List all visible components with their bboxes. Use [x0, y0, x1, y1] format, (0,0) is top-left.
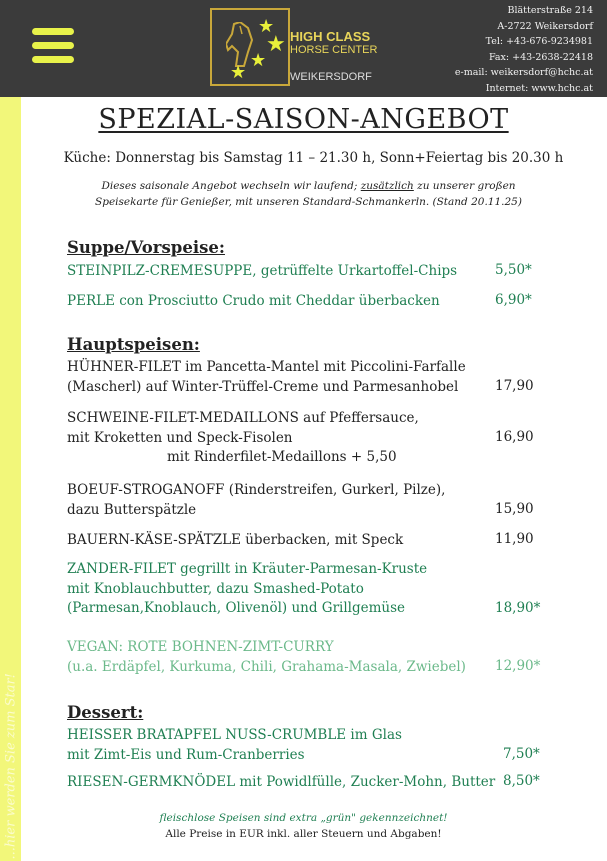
menu-item-germknoedel: RIESEN-GERMKNÖDEL mit Powidlfülle, Zucker-Mohn, Butter — [67, 774, 496, 790]
note-text-underlined: zusätzlich — [360, 180, 414, 192]
menu-item-zander-line1: ZANDER-FILET gegrillt in Kräuter-Parmesan-Kruste — [67, 561, 428, 577]
menu-item-schweine-line2: mit Kroketten und Speck-Fisolen — [67, 429, 293, 446]
menu-item-bratapfel-line1: HEISSER BRATAPFEL NUSS-CRUMBLE im Glas — [67, 727, 402, 743]
star-icon: ★ — [266, 32, 286, 57]
contact-block — [455, 3, 593, 96]
price-schweine: 16,90 — [495, 429, 534, 445]
brand-name-line1: HIGH CLASS — [290, 29, 371, 44]
note-text-start: Dieses saisonale Angebot wechseln wir laufend; — [101, 180, 358, 192]
menu-item-bratapfel — [67, 726, 402, 765]
hamburger-menu-icon[interactable] — [32, 28, 74, 74]
price-germknoedel: 8,50* — [503, 773, 540, 789]
menu-item-zander — [67, 560, 427, 619]
menu-item-bratapfel-line2: mit Zimt-Eis und Rum-Cranberries — [67, 746, 305, 763]
menu-item-perle: PERLE con Prosciutto Crudo mit Cheddar überbacken — [67, 293, 440, 309]
star-icon: ★ — [250, 50, 267, 71]
star-icon: ★ — [258, 16, 275, 37]
price-zander: 18,90* — [495, 600, 541, 616]
footer-price-note: Alle Preise in EUR inkl. aller Steuern und Abgaben! — [165, 828, 442, 840]
menu-item-kaese: BAUERN-KÄSE-SPÄTZLE überbacken, mit Speck — [67, 532, 404, 548]
horse-center-logo — [210, 8, 290, 86]
menu-item-vegan-line1: VEGAN: ROTE BOHNEN-ZIMT-CURRY — [67, 639, 334, 655]
price-huehner: 17,90 — [495, 378, 534, 394]
seasonal-note — [40, 178, 577, 210]
price-steinpilz: 5,50* — [495, 262, 532, 278]
menu-item-vegan-line2: (u.a. Erdäpfel, Kurkuma, Chili, Grahama-Masala, Zwiebel) — [67, 658, 466, 675]
menu-item-huehner — [67, 358, 466, 397]
section-heading-soup: Suppe/Vorspeise: — [67, 238, 225, 257]
menu-item-schweine — [67, 409, 419, 468]
menu-item-zander-line2: mit Knoblauchbutter, dazu Smashed-Potato — [67, 580, 364, 597]
contact-city: A-2722 Weikersdorf — [497, 20, 593, 32]
section-heading-main: Hauptspeisen: — [67, 335, 200, 354]
kitchen-hours: Küche: Donnerstag bis Samstag 11 – 21.30 h, Sonn+Feiertag bis 20.30 h — [63, 150, 564, 166]
price-vegan: 12,90* — [495, 658, 541, 674]
section-heading-dessert: Dessert: — [67, 703, 144, 722]
price-perle: 6,90* — [495, 292, 532, 308]
contact-website[interactable]: Internet: www.hchc.at — [485, 82, 593, 94]
menu-item-zander-line3: (Parmesan,Knoblauch, Olivenöl) und Grillgemüse — [67, 600, 406, 616]
menu-item-vegan — [67, 638, 466, 677]
brand-location: WEIKERSDORF — [290, 71, 372, 83]
menu-item-schweine-line3: mit Rinderfilet-Medaillons + 5,50 — [167, 449, 397, 465]
sidebar-slogan: ...hier werden Sie zum Star! — [3, 673, 19, 860]
note-text-line2: Speisekarte für Genießer, mit unseren Standard-Schmankerln. (Stand 20.11.25) — [95, 196, 522, 208]
footer-vegetarian-note: fleischlose Speisen sind extra „grün" gekennzeichnet! — [159, 812, 448, 824]
sidebar-strip — [0, 97, 21, 861]
menu-item-boeuf — [67, 481, 445, 520]
header-bar — [0, 0, 607, 97]
price-boeuf: 15,90 — [495, 501, 534, 517]
menu-item-boeuf-line2: dazu Butterspätzle — [67, 501, 197, 518]
contact-phone[interactable]: Tel: +43-676-9234981 — [485, 36, 593, 47]
price-bratapfel: 7,50* — [503, 746, 540, 762]
price-kaese: 11,90 — [495, 531, 534, 547]
contact-email[interactable]: e-mail: weikersdorf@hchc.at — [454, 67, 593, 78]
brand-name-line2: HORSE CENTER — [290, 44, 378, 56]
star-icon: ★ — [230, 62, 247, 83]
note-text-end: zu unserer großen — [417, 180, 516, 192]
page-title — [0, 104, 607, 135]
page-title-text: SPEZIAL-SAISON-ANGEBOT — [98, 104, 509, 135]
contact-fax: Fax: +43-2638-22418 — [488, 51, 593, 63]
contact-street: Blätterstraße 214 — [507, 5, 593, 16]
menu-item-boeuf-line1: BOEUF-STROGANOFF (Rinderstreifen, Gurkerl, Pilze), — [67, 482, 446, 498]
menu-item-huehner-line2: (Mascherl) auf Winter-Trüffel-Creme und Parmesanhobel — [67, 378, 459, 395]
menu-item-steinpilz: STEINPILZ-CREMESUPPE, getrüffelte Urkartoffel-Chips — [67, 263, 458, 279]
menu-item-schweine-line1: SCHWEINE-FILET-MEDAILLONS auf Pfeffersauce, — [67, 410, 419, 426]
menu-item-huehner-line1: HÜHNER-FILET im Pancetta-Mantel mit Piccolini-Farfalle — [67, 359, 466, 375]
